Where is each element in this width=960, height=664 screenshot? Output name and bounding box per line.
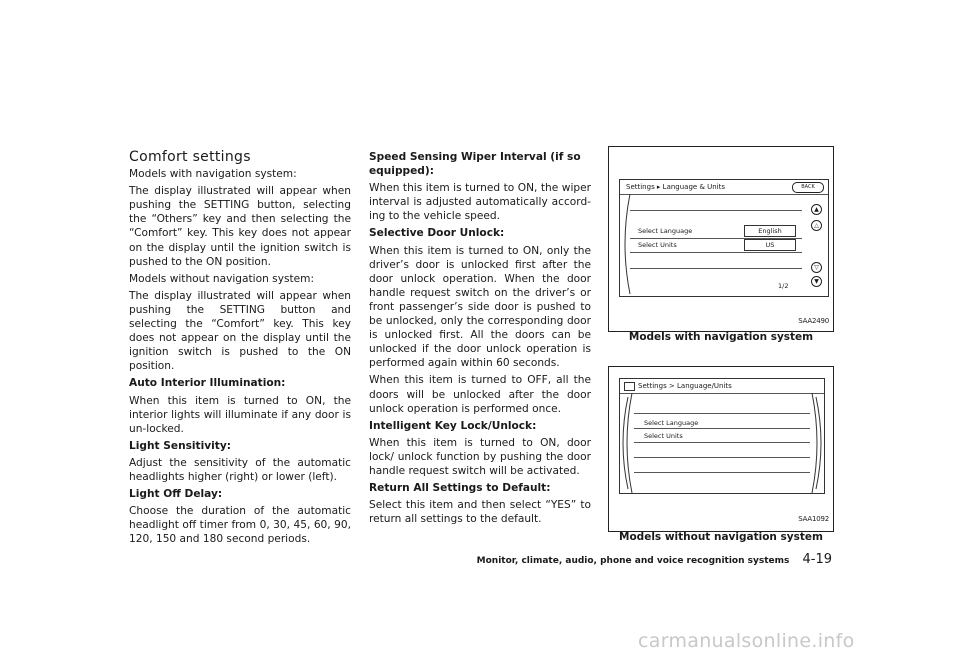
nonav-breadcrumb: Settings > Language/Units <box>638 382 732 390</box>
divider <box>630 210 802 211</box>
wiper-heading: Speed Sensing Wiper Interval (if so equipped): <box>369 151 581 178</box>
left-bezel-curve <box>620 194 632 294</box>
page-number: 4-19 <box>802 552 832 567</box>
scroll-up-icon: △ <box>811 220 822 231</box>
figure-nonav-screen <box>608 366 834 532</box>
divider <box>634 457 810 458</box>
nav-paragraph: The display illustrated will appear when pushing the SETTING button, selecting the “Others” key and then selecting the “Comfort” key. This key does not appear on the display until the ignition switch is pushed to the ON position. <box>129 185 351 268</box>
light-sensitivity-text: Adjust the sensitivity of the automatic headlights higher (right) or lower (left). <box>129 456 351 483</box>
figure-caption: Models with navigation system <box>628 331 814 343</box>
figure-code: SAA2490 <box>798 317 829 325</box>
select-language-label: Select Language <box>644 419 699 427</box>
left-scroll-curve <box>620 393 634 493</box>
auto-illumination-text: When this item is turned to ON, the interior lights will illuminate if any door is un-locked. <box>129 394 351 435</box>
figure-code: SAA1092 <box>798 515 829 523</box>
nonav-display <box>619 378 825 494</box>
left-column <box>129 150 351 549</box>
figure-nav-screen <box>608 146 834 332</box>
footer-title: Monitor, climate, audio, phone and voice recognition systems <box>476 556 790 566</box>
divider <box>634 428 810 429</box>
intelligent-key-text: When this item is turned to ON, door lock/ unlock function by pushing the door handle request switch will be activated. <box>369 436 591 477</box>
intelligent-key-heading: Intelligent Key Lock/Unlock: <box>369 419 537 432</box>
right-scroll-curve <box>810 393 824 493</box>
divider <box>630 252 802 253</box>
select-language-label: Select Language <box>638 227 693 235</box>
light-sensitivity-heading: Light Sensitivity: <box>129 439 231 452</box>
return-defaults-heading: Return All Settings to Default: <box>369 482 551 495</box>
divider <box>634 413 810 414</box>
select-units-label: Select Units <box>638 241 677 249</box>
nonav-paragraph: The display illustrated will appear when pushing the SETTING button and selecting the “Comfort” key. This key does not appear on the display until the ignition switch is pushed to the ON position. <box>129 289 351 373</box>
watermark: carmanualsonline.info <box>638 630 855 652</box>
back-button <box>792 182 824 193</box>
page-footer <box>477 548 832 567</box>
return-defaults-text: Select this item and then select “YES” to return all settings to the default. <box>369 499 591 526</box>
middle-column <box>369 150 591 529</box>
page-indicator: 1/2 <box>778 282 789 290</box>
select-units-label: Select Units <box>644 432 683 440</box>
door-unlock-on-text: When this item is turned to ON, only the driver’s door is unlocked first after the door unlock operation. When the door handle request switch on the driver’s or front passenger’s side door is pushed to be unlocked, only the corresponding door is unlocked first. All the doors can be unlocked if the door unlock operation is performed again within 60 seconds. <box>369 244 591 370</box>
divider <box>630 268 802 269</box>
light-off-delay-heading: Light Off Delay: <box>129 488 223 501</box>
section-heading: Comfort settings <box>129 149 251 165</box>
units-value: US <box>744 239 796 251</box>
page-up-icon: ▲ <box>811 204 822 215</box>
back-label: BACK <box>801 184 815 190</box>
divider <box>634 442 810 443</box>
nav-breadcrumb: Settings ▸ Language & Units <box>626 183 726 191</box>
page-down-icon: ▼ <box>811 276 822 287</box>
divider <box>620 393 824 394</box>
language-value: English <box>744 225 796 237</box>
door-unlock-heading: Selective Door Unlock: <box>369 227 505 240</box>
scroll-down-icon: ▽ <box>811 262 822 273</box>
settings-icon <box>624 382 635 391</box>
divider <box>634 472 810 473</box>
wiper-text: When this item is turned to ON, the wiper interval is adjusted automatically accord-ing to the vehicle speed. <box>369 182 591 223</box>
door-unlock-off-text: When this item is turned to OFF, all the doors will be unlocked after the door unlock operation is performed once. <box>369 374 591 415</box>
nonav-intro: Models without navigation system: <box>129 272 315 285</box>
nav-display <box>619 179 829 297</box>
light-off-delay-text: Choose the duration of the automatic headlight off timer from 0, 30, 45, 60, 90, 120, 150 and 180 second periods. <box>129 505 351 546</box>
figure-caption: Models without navigation system <box>619 531 823 543</box>
divider <box>620 194 828 195</box>
auto-illumination-heading: Auto Interior Illumination: <box>129 377 286 390</box>
nav-intro: Models with navigation system: <box>129 168 297 181</box>
